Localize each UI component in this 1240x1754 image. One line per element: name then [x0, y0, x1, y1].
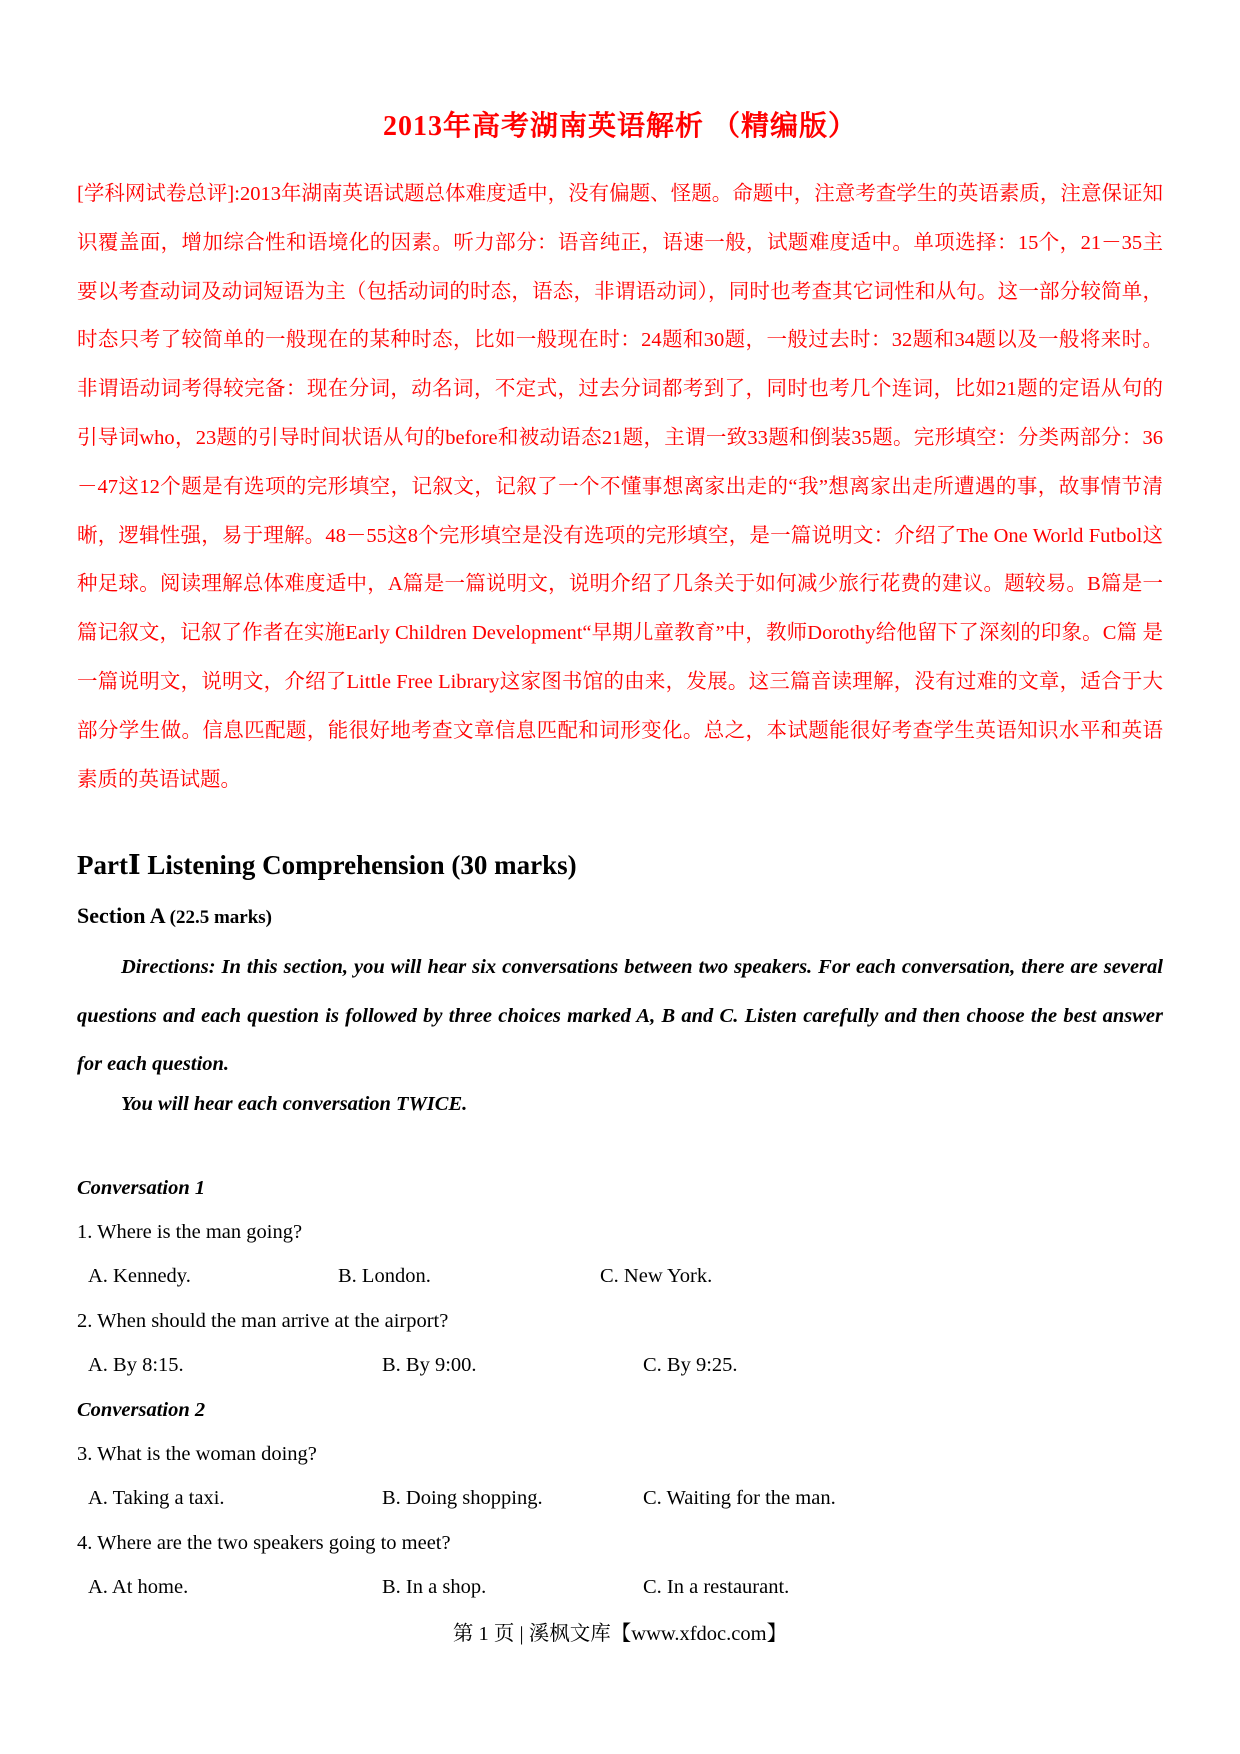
- choice-option: A. Taking a taxi.: [88, 1487, 225, 1509]
- choice-option: B. By 9:00.: [382, 1354, 477, 1376]
- conversation-label: Conversation 1: [77, 1177, 206, 1199]
- question-text: 1. Where is the man going?: [77, 1221, 303, 1243]
- choice-option: B. Doing shopping.: [382, 1487, 543, 1509]
- section-marks: (22.5 marks): [169, 907, 273, 928]
- choice-option: C. New York.: [600, 1265, 713, 1287]
- choice-option: B. In a shop.: [382, 1576, 487, 1598]
- document-title: 2013年高考湖南英语解析 （精编版）: [382, 111, 857, 142]
- part-heading: PartⅠ Listening Comprehension (30 marks): [77, 850, 577, 880]
- conversation-label: Conversation 2: [77, 1399, 206, 1421]
- choice-option: B. London.: [338, 1265, 431, 1287]
- question-text: 3. What is the woman doing?: [77, 1443, 317, 1465]
- question-text: 4. Where are the two speakers going to meet?: [77, 1532, 451, 1554]
- page-footer: 第 1 页 | 溪枫文库【www.xfdoc.com】: [452, 1623, 788, 1645]
- choice-option: A. At home.: [88, 1576, 189, 1598]
- section-name: Section A: [77, 903, 166, 928]
- exam-review-paragraph: [学科网试卷总评]:2013年湖南英语试题总体难度适中，没有偏题、怪题。命题中，注意考查学生的英语素质，注意保证知识覆盖面，增加综合性和语境化的因素。听力部分：语音纯正，语速一般，试题难度适中。单项选择：15个，21－35主要以考查动词及动词短语为主（包括动词的时态，语态，非谓语动词），同时也考查其它词性和从句。这一部分较简单，时态只考了较简单的一般现在的某种时态，比如一般现在时：24题和30题，一般过去时：32题和34题以及一般将来时。非谓语动词考得较完备：现在分词，动名词，不定式，过去分词都考到了，同时也考几个连词，比如21题的定语从句的引导词who，23题的引导时间状语从句的before和被动语态21题，主谓一致33题和倒装35题。完形填空：分类两部分：36－47这12个题是有选项的完形填空，记叙文，记叙了一个不懂事想离家出走的“我”想离家出走所遭遇的事，故事情节清晰，逻辑性强，易于理解。48－55这8个完形填空是没有选项的完形填空，是一篇说明文：介绍了The One World Futbol这种足球。阅读理解总体难度适中，A篇是一篇说明文，说明介绍了几条关于如何减少旅行花费的建议。题较易。B篇是一篇记叙文，记叙了作者在实施Early Children Development“早期儿童教育”中，教师Dorothy给他留下了深刻的印象。C篇 是一篇说明文，说明文，介绍了Little Free Library这家图书馆的由来，发展。这三篇音读理解，没有过难的文章，适合于大部分学生做。信息匹配题，能很好地考查文章信息匹配和词形变化。总之，本试题能很好考查学生英语知识水平和英语素质的英语试题。: [77, 183, 1163, 791]
- choice-option: C. In a restaurant.: [643, 1576, 790, 1598]
- choice-option: A. Kennedy.: [88, 1265, 191, 1287]
- choice-option: C. Waiting for the man.: [643, 1487, 836, 1509]
- section-heading: [77, 901, 272, 934]
- question-text: 2. When should the man arrive at the airport?: [77, 1310, 449, 1332]
- choice-option: A. By 8:15.: [88, 1354, 184, 1376]
- twice-instruction: You will hear each conversation TWICE.: [121, 1093, 468, 1115]
- directions-paragraph: Directions: In this section, you will hear six conversations between two speakers. For each conversation, there are several questions and each question is followed by three choices marked A, B and C. Listen carefully and then choose the best answer for each question.: [77, 956, 1163, 1075]
- choice-option: C. By 9:25.: [643, 1354, 738, 1376]
